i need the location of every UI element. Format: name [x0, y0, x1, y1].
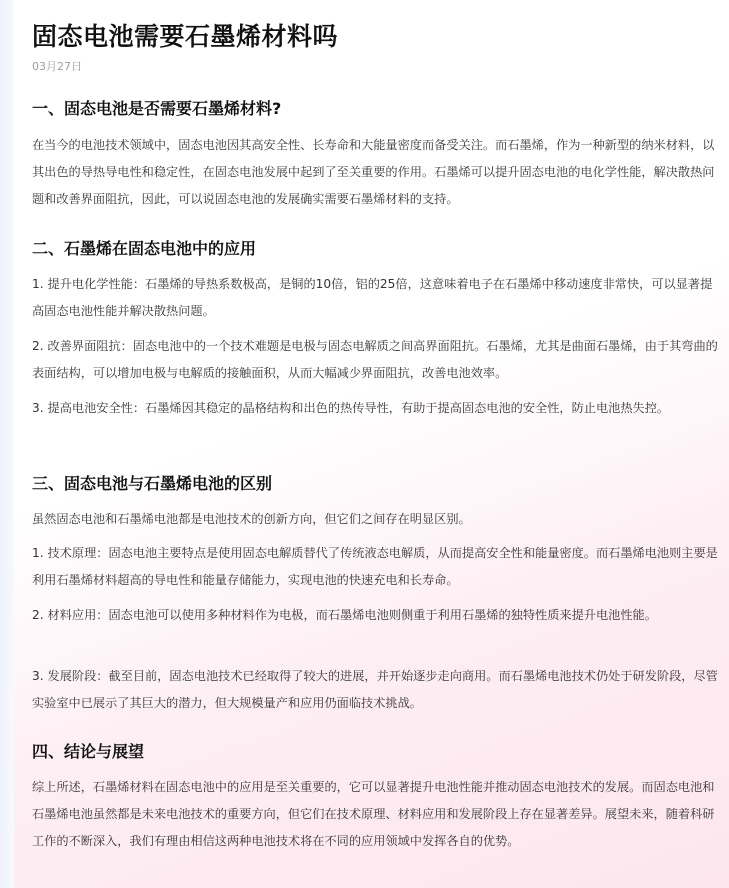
paragraph: 3. 提高电池安全性：石墨烯因其稳定的晶格结构和出色的热传导性，有助于提高固态电池的安全性，防止电池热失控。 — [32, 401, 670, 415]
paragraph: 1. 提升电化学性能：石墨烯的导热系数极高，是铜的10倍，铝的25倍，这意味着电子在石墨烯中移动速度非常快，可以显著提高固态电池性能并解决散热问题。 — [32, 277, 713, 318]
left-rail — [0, 0, 14, 888]
paragraph: 2. 材料应用：固态电池可以使用多种材料作为电极，而石墨烯电池则侧重于利用石墨烯的独特性质来提升电池性能。 — [32, 608, 657, 622]
paragraph: 2. 改善界面阻抗：固态电池中的一个技术难题是电极与固态电解质之间高界面阻抗。石墨烯，尤其是曲面石墨烯，由于其弯曲的表面结构，可以增加电极与电解质的接触面积，从而大幅减少界面阻抗，改善电池效率。 — [32, 339, 718, 380]
paragraph: 虽然固态电池和石墨烯电池都是电池技术的创新方向，但它们之间存在明显区别。 — [32, 512, 471, 526]
paragraph: 在当今的电池技术领域中，固态电池因其高安全性、长寿命和大能量密度而备受关注。而石墨烯，作为一种新型的纳米材料，以其出色的导热导电性和稳定性，在固态电池发展中起到了至关重要的作用。石墨烯可以提升固态电池的电化学性能，解决散热问题和改善界面阻抗，因此，可以说固态电池的发展确实需要石墨烯材料的支持。 — [32, 138, 715, 206]
paragraph: 综上所述，石墨烯材料在固态电池中的应用是至关重要的，它可以显著提升电池性能并推动固态电池技术的发展。而固态电池和石墨烯电池虽然都是未来电池技术的重要方向，但它们在技术原理、材料应用和发展阶段上存在显著差异。展望未来，随着科研工作的不断深入，我们有理由相信这两种电池技术将在不同的应用领域中发挥各自的优势。 — [32, 780, 715, 848]
publish-date: 03月27日 — [32, 60, 82, 73]
section-heading-3: 三、固态电池与石墨烯电池的区别 — [32, 474, 273, 493]
paragraph: 3. 发展阶段：截至目前，固态电池技术已经取得了较大的进展，并开始逐步走向商用。而石墨烯电池技术仍处于研发阶段，尽管实验室中已展示了其巨大的潜力，但大规模量产和应用仍面临技术挑战。 — [32, 669, 718, 710]
paragraph: 1. 技术原理：固态电池主要特点是使用固态电解质替代了传统液态电解质，从而提高安全性和能量密度。而石墨烯电池则主要是利用石墨烯材料超高的导电性和能量存储能力，实现电池的快速充电和长寿命。 — [32, 546, 718, 587]
section-heading-4: 四、结论与展望 — [32, 742, 145, 761]
page-title: 固态电池需要石墨烯材料吗 — [32, 22, 339, 51]
section-heading-1: 一、固态电池是否需要石墨烯材料? — [32, 99, 282, 118]
section-heading-2: 二、石墨烯在固态电池中的应用 — [32, 239, 257, 258]
article-content — [32, 0, 720, 848]
